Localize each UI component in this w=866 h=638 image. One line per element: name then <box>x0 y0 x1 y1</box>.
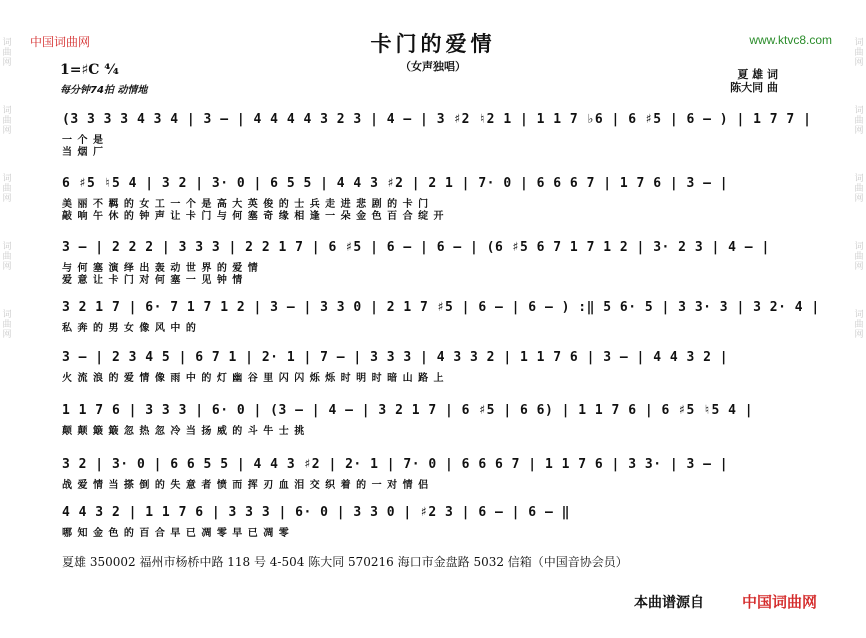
composer-credit: 陈大同 曲 <box>730 81 778 94</box>
watermark-char: 曲 <box>2 48 12 58</box>
lyric-line: 颠 颠 簸 簸 忽 热 忽 冷 当 扬 威 的 斗 牛 士 挑 <box>62 426 306 437</box>
notation-row: 4 4 3 2 | 1 1 7 6 | 3 3 3 | 6· 0 | 3 3 0 | ♯2 3 | 6 – | 6 – ‖ <box>62 505 570 520</box>
notation-row: (3 3 3 3 4 3 4 | 3 – | 4 4 4 4 3 2 3 | 4 – | 3 ♯2 ♮2 1 | 1 1 7 ♭6 | 6 ♯5 | 6 – ) | 1 7 7 | <box>62 112 812 127</box>
watermark-char: 曲 <box>2 116 12 126</box>
watermark-group <box>854 242 863 272</box>
watermark-char: 曲 <box>854 320 864 330</box>
notation-row: 6 ♯5 ♮5 4 | 3 2 | 3· 0 | 6 5 5 | 4 4 3 ♯2 | 2 1 | 7· 0 | 6 6 6 7 | 1 7 6 | 3 – | <box>62 176 729 191</box>
lyric-line: 美 丽 不 羁 的 女 工 一 个 是 高 大 英 俊 的 士 兵 走 进 悲 剧 的 卡 门 <box>62 199 430 210</box>
watermark-char: 网 <box>854 126 864 136</box>
watermark-char: 网 <box>854 194 864 204</box>
notation-row: 3 2 | 3· 0 | 6 6 5 5 | 4 4 3 ♯2 | 2· 1 | 7· 0 | 6 6 6 7 | 1 1 7 6 | 3 3· | 3 – | <box>62 457 729 472</box>
site-name-left: 中国词曲网 <box>30 35 91 49</box>
notation-row: 1 1 7 6 | 3 3 3 | 6· 0 | (3 – | 4 – | 3 2 1 7 | 6 ♯5 | 6 6) | 1 1 7 6 | 6 ♯5 ♮5 4 | <box>62 403 754 418</box>
watermark-char: 词 <box>854 38 864 48</box>
lyric-line: 火 流 浪 的 爱 情 像 雨 中 的 灯 幽 谷 里 闪 闪 烁 烁 时 明 时 暗 山 路 上 <box>62 373 445 384</box>
watermark-char: 词 <box>854 242 864 252</box>
lyric-line: 一 个 是 <box>62 135 104 146</box>
notation-row: 3 – | 2 3 4 5 | 6 7 1 | 2· 1 | 7 – | 3 3 3 | 4 3 3 2 | 1 1 7 6 | 3 – | 4 4 3 2 | <box>62 350 729 365</box>
watermark-char: 词 <box>854 174 864 184</box>
lyric-line: 当 烟 厂 <box>62 147 104 158</box>
watermark-char: 网 <box>2 330 12 340</box>
lyricist-credit: 夏 雄 词 <box>737 68 778 81</box>
watermark-group <box>2 242 11 272</box>
watermark-char: 曲 <box>2 320 12 330</box>
watermark-char: 网 <box>2 262 12 272</box>
watermark-char: 词 <box>2 174 12 184</box>
watermark-char: 词 <box>2 106 12 116</box>
source-label: 本曲谱源自 <box>634 595 704 611</box>
watermark-char: 曲 <box>854 252 864 262</box>
watermark-char: 曲 <box>854 184 864 194</box>
watermark-char: 网 <box>2 194 12 204</box>
watermark-char: 网 <box>854 58 864 68</box>
watermark-char: 曲 <box>854 116 864 126</box>
watermark-char: 词 <box>854 106 864 116</box>
song-subtitle: （女声独唱） <box>400 60 466 73</box>
author-address: 夏雄 350002 福州市杨桥中路 118 号 4-504 陈大同 570216 海口市金盘路 5032 信箱（中国音协会员） <box>62 555 628 569</box>
watermark-group <box>2 106 11 136</box>
left-watermark <box>0 0 14 638</box>
lyric-line: 哪 知 金 色 的 百 合 早 已 凋 零 早 已 凋 零 <box>62 528 290 539</box>
song-title: 卡门的爱情 <box>370 31 496 56</box>
watermark-group <box>854 174 863 204</box>
lyric-line: 私 奔 的 男 女 像 风 中 的 <box>62 323 197 334</box>
watermark-char: 网 <box>2 58 12 68</box>
lyric-line: 与 何 塞 演 绎 出 轰 动 世 界 的 爱 情 <box>62 263 259 274</box>
notation-row: 3 2 1 7 | 6· 7 1 7 1 2 | 3 – | 3 3 0 | 2 1 7 ♯5 | 6 – | 6 – ) :‖ 5 6· 5 | 3 3· 3 | 3 2· 4 | <box>62 300 820 315</box>
watermark-group <box>854 106 863 136</box>
watermark-group <box>854 310 863 340</box>
watermark-char: 词 <box>854 310 864 320</box>
key-signature: 1=♯C ⁴⁄₄ <box>60 62 119 78</box>
notation-row: 3 – | 2 2 2 | 3 3 3 | 2 2 1 7 | 6 ♯5 | 6 – | 6 – | (6 ♯5 6 7 1 7 1 2 | 3· 2 3 | 4 – | <box>62 240 770 255</box>
lyric-line: 战 爱 情 当 搽 倒 的 失 意 者 愤 而 挥 刃 血 泪 交 织 着 的 一 对 情 侣 <box>62 480 430 491</box>
watermark-char: 网 <box>854 262 864 272</box>
watermark-char: 曲 <box>2 252 12 262</box>
right-watermark <box>852 0 866 638</box>
watermark-char: 词 <box>2 310 12 320</box>
watermark-char: 曲 <box>854 48 864 58</box>
watermark-group <box>2 310 11 340</box>
watermark-group <box>2 174 11 204</box>
credits <box>730 68 778 94</box>
lyric-line: 敲 响 午 休 的 钟 声 让 卡 门 与 何 塞 奇 缘 相 逢 一 朵 金 色 百 合 绽 开 <box>62 211 445 222</box>
tempo-marking: 每分钟74拍 动情地 <box>60 85 148 96</box>
site-url-right: www.ktvc8.com <box>749 33 832 47</box>
watermark-char: 词 <box>2 242 12 252</box>
source-site: 中国词曲网 <box>742 593 818 611</box>
watermark-char: 词 <box>2 38 12 48</box>
watermark-char: 曲 <box>2 184 12 194</box>
lyric-line: 爱 意 让 卡 门 对 何 塞 一 见 钟 情 <box>62 275 244 286</box>
watermark-char: 网 <box>2 126 12 136</box>
watermark-char: 网 <box>854 330 864 340</box>
